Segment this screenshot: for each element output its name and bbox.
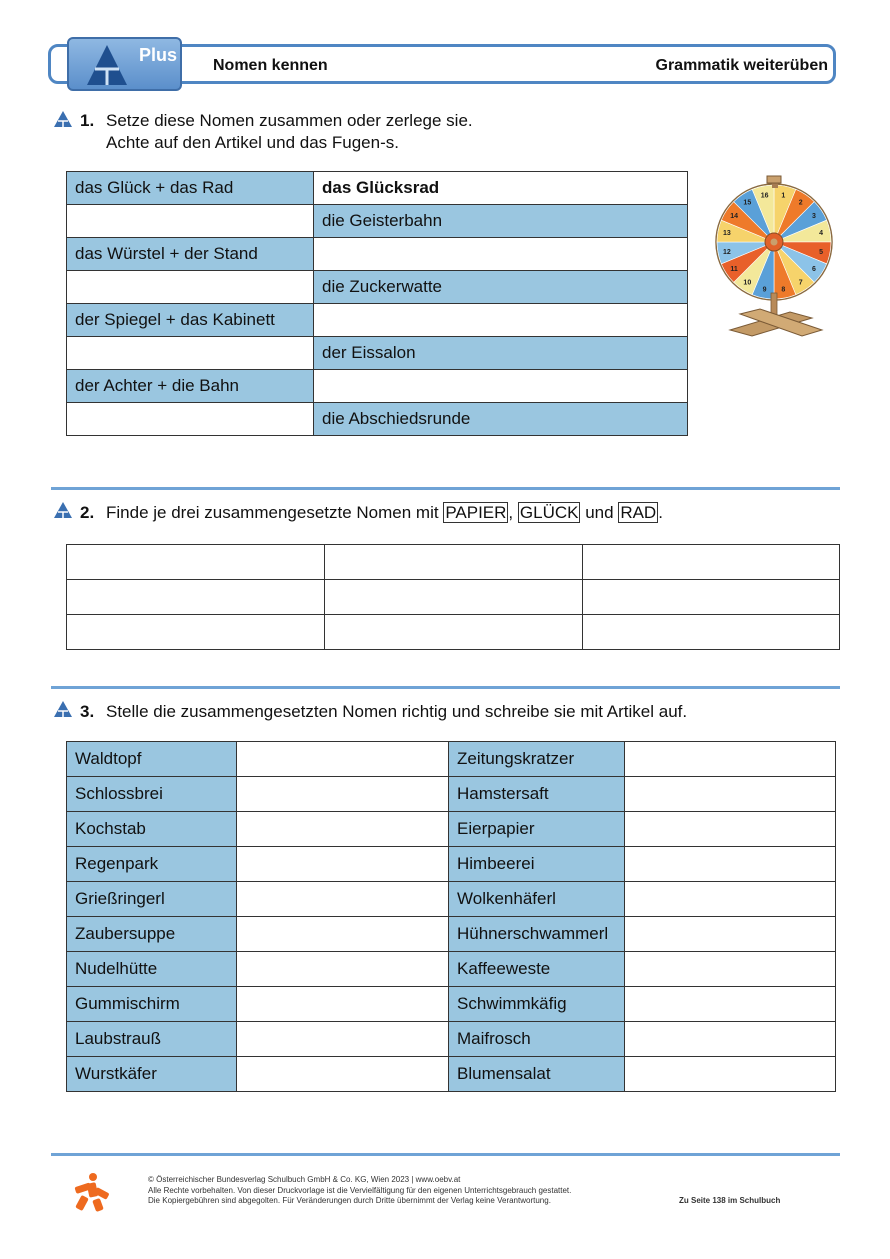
textbook-page-reference: Zu Seite 138 im Schulbuch [679,1196,781,1205]
wheel-number: 4 [819,230,824,238]
compound-parts: der Achter + die Bahn [67,370,314,403]
answer-cell[interactable] [325,615,583,650]
answer-cell[interactable] [67,545,325,580]
table-row [67,205,688,238]
answer-cell[interactable] [583,580,840,615]
logo-text: Plus [139,45,178,65]
mixed-word-right: Blumensalat [449,1057,625,1092]
keyword-glueck: GLÜCK [519,503,579,522]
table-row [67,370,688,403]
table-row [67,1022,836,1057]
table-row [67,777,836,812]
table-row [67,304,688,337]
wheel-top-clip [767,176,781,183]
wheel-number: 14 [730,212,738,220]
task2-instructions [106,502,663,524]
table-row [67,545,840,580]
answer-cell[interactable] [625,1057,836,1092]
level-pyramid-icon [53,110,73,128]
answer-cell[interactable] [625,777,836,812]
task1-number: 1. [80,111,95,130]
table-row [67,337,688,370]
table-row [67,238,688,271]
level-pyramid-icon [53,700,73,718]
answer-cell[interactable] [67,580,325,615]
mixed-word-right: Maifrosch [449,1022,625,1057]
answer-cell[interactable] [237,1022,449,1057]
wheel-number: 7 [798,279,803,287]
wheel-of-fortune-illustration [712,172,836,342]
mixed-word-left: Regenpark [67,847,237,882]
task2-comma: , [508,503,514,522]
copyright-notice [148,1175,571,1207]
mixed-word-right: Hamstersaft [449,777,625,812]
wheel-number: 16 [760,192,769,200]
compound-word: die Zuckerwatte [314,271,688,304]
task1-line1: Setze diese Nomen zusammen oder zerlege sie. [106,111,473,130]
compound-word: die Abschiedsrunde [314,403,688,436]
task3-number: 3. [80,702,95,721]
mixed-word-left: Wurstkäfer [67,1057,237,1092]
wheel-icon [716,184,832,300]
mixed-word-right: Wolkenhäferl [449,882,625,917]
answer-cell[interactable] [583,545,840,580]
mixed-word-right: Eierpapier [449,812,625,847]
answer-cell[interactable] [625,952,836,987]
mixed-word-right: Zeitungskratzer [449,742,625,777]
wheel-number: 15 [743,199,752,207]
wheel-number: 6 [811,266,816,274]
task2-number: 2. [80,503,95,522]
table-row [67,987,836,1022]
compound-word: der Eissalon [314,337,688,370]
wheel-number: 9 [762,286,767,294]
task1-line2: Achte auf den Artikel und das Fugen-s. [106,133,399,152]
answer-cell[interactable] [625,882,836,917]
task3-table [66,741,836,1092]
publisher-logo-icon [72,1172,110,1212]
answer-cell[interactable] [237,952,449,987]
mixed-word-left: Schlossbrei [67,777,237,812]
table-row [67,403,688,436]
answer-cell[interactable] [67,403,314,436]
plus-logo [67,37,182,91]
footer-line2: Alle Rechte vorbehalten. Von dieser Druckvorlage ist die Vervielfältigung für den eigenen Unterrichtsgebrauch gestattet. [148,1185,572,1195]
answer-cell[interactable] [625,917,836,952]
answer-cell[interactable] [67,271,314,304]
answer-cell[interactable] [314,238,688,271]
table-row [67,812,836,847]
mixed-word-left: Gummischirm [67,987,237,1022]
table-row [67,580,840,615]
task2-period: . [658,503,663,522]
mixed-word-right: Himbeerei [449,847,625,882]
wheel-number: 1 [781,192,786,200]
wheel-number: 2 [798,199,803,207]
table-row [67,271,688,304]
wheel-axle [771,239,778,246]
mixed-word-left: Waldtopf [67,742,237,777]
table-row [67,847,836,882]
footer-line3: Die Kopiergebühren sind abgegolten. Für Veränderungen durch Dritte übernimmt der Verlag keine Verantwortung. [148,1196,551,1205]
answer-cell[interactable] [237,847,449,882]
answer-cell[interactable] [237,742,449,777]
table-row [67,917,836,952]
answer-cell[interactable] [237,1057,449,1092]
table-row [67,615,840,650]
mixed-word-left: Grießringerl [67,882,237,917]
task2-and: und [585,503,614,522]
mixed-word-left: Laubstrauß [67,1022,237,1057]
table-row [67,882,836,917]
wheel-number: 3 [811,212,816,220]
section-title: Grammatik weiterüben [655,57,828,74]
task1-instructions [106,110,473,154]
keyword-papier: PAPIER [445,503,507,522]
answer-cell[interactable] [237,987,449,1022]
answer-cell[interactable] [325,545,583,580]
level-pyramid-icon [53,501,73,519]
table-row [67,952,836,987]
table-row [67,172,688,205]
compound-word: die Geisterbahn [314,205,688,238]
answer-cell[interactable] [625,812,836,847]
answer-cell[interactable] [237,917,449,952]
answer-cell[interactable] [625,987,836,1022]
section-divider [51,487,840,490]
answer-cell[interactable] [237,777,449,812]
task2-text: Finde je drei zusammengesetzte Nomen mit [106,503,439,522]
answer-cell[interactable] [583,615,840,650]
answer-cell[interactable] [325,580,583,615]
compound-parts: das Würstel + der Stand [67,238,314,271]
mixed-word-right: Schwimmkäfig [449,987,625,1022]
table-row [67,742,836,777]
table-row [67,1057,836,1092]
answer-cell[interactable] [314,304,688,337]
task2-table [66,544,840,650]
answer-cell[interactable] [625,1022,836,1057]
section-divider [51,686,840,689]
wheel-number: 10 [743,279,752,287]
mixed-word-right: Kaffeeweste [449,952,625,987]
answer-cell[interactable] [67,205,314,238]
wheel-number: 12 [723,248,731,256]
wheel-number: 8 [781,286,786,294]
wheel-number: 5 [819,248,824,256]
answer-cell[interactable] [625,847,836,882]
answer-cell[interactable] [67,337,314,370]
task1-table [66,171,688,436]
compound-parts: das Glück + das Rad [67,172,314,205]
answer-cell[interactable] [67,615,325,650]
answer-cell[interactable] [625,742,836,777]
footer-line1: © Österreichischer Bundesverlag Schulbuch GmbH & Co. KG, Wien 2023 | www.oebv.at [148,1175,461,1184]
page-title: Nomen kennen [213,57,328,74]
answer-cell[interactable] [237,812,449,847]
footer-divider [51,1153,840,1156]
answer-cell[interactable] [314,370,688,403]
mixed-word-left: Kochstab [67,812,237,847]
wheel-number: 13 [723,230,731,238]
keyword-rad: RAD [620,503,657,522]
compound-answer: das Glücksrad [314,172,688,205]
mixed-word-right: Hühnerschwammerl [449,917,625,952]
compound-parts: der Spiegel + das Kabinett [67,304,314,337]
task3-instructions: Stelle die zusammengesetzten Nomen richtig und schreibe sie mit Artikel auf. [106,702,688,721]
wheel-number: 11 [730,266,738,274]
mixed-word-left: Zaubersuppe [67,917,237,952]
answer-cell[interactable] [237,882,449,917]
mixed-word-left: Nudelhütte [67,952,237,987]
